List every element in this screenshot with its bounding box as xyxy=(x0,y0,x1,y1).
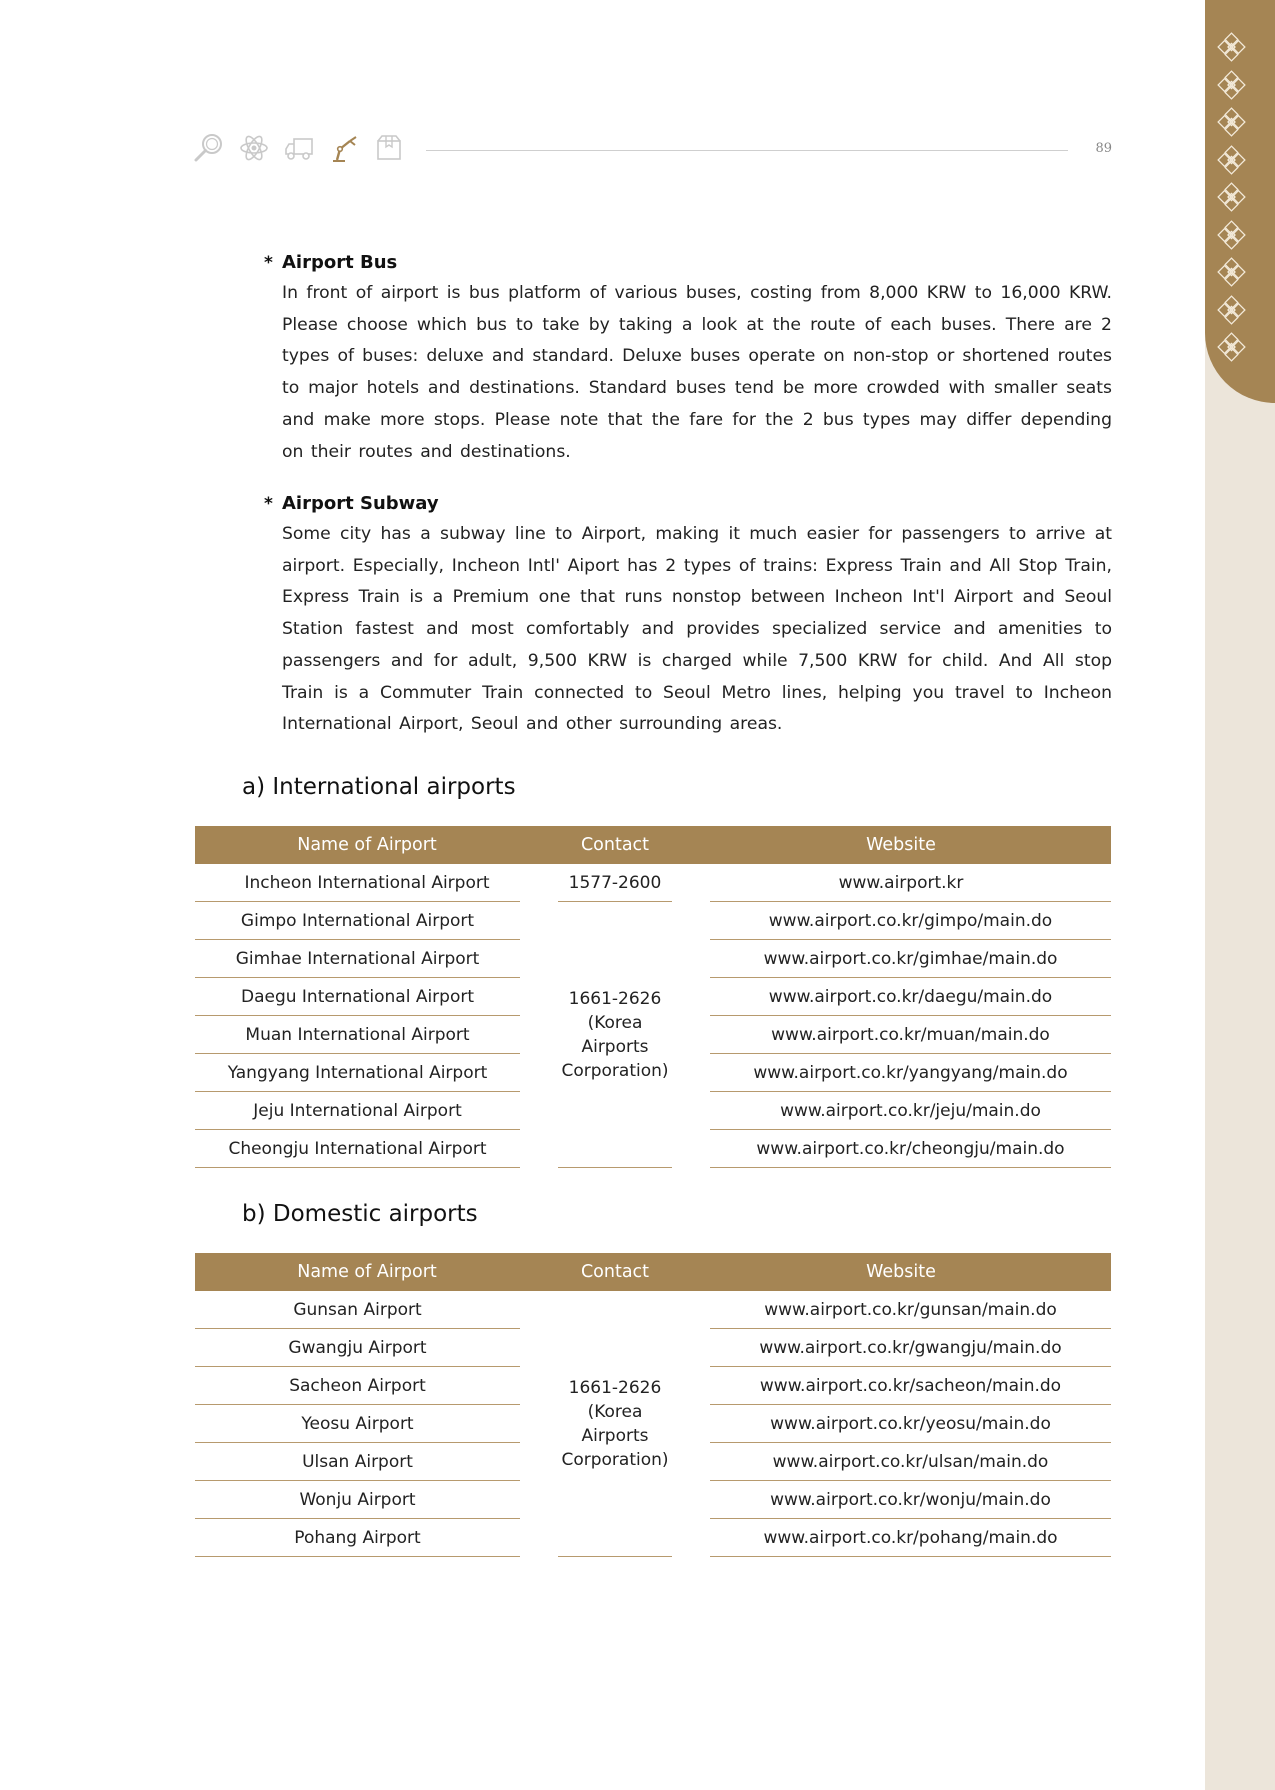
airport-name: Gunsan Airport xyxy=(195,1291,539,1329)
column-header-name: Name of Airport xyxy=(195,826,539,864)
airport-name: Gimhae International Airport xyxy=(195,940,539,978)
column-header-website: Website xyxy=(691,826,1111,864)
contact-line: 1661-2626 xyxy=(568,1377,662,1398)
airport-name: Yangyang International Airport xyxy=(195,1054,539,1092)
atom-icon xyxy=(238,132,270,164)
table-row xyxy=(195,902,1111,940)
contact-line: 1661-2626 xyxy=(568,988,662,1009)
airport-name: Gimpo International Airport xyxy=(195,902,539,940)
airport-subway-section xyxy=(264,489,1112,741)
international-airports-table xyxy=(195,826,1111,1168)
table-header-row xyxy=(195,1253,1111,1291)
airport-name: Daegu International Airport xyxy=(195,978,539,1016)
diamond-ornament-icon xyxy=(1217,145,1247,175)
airport-website: www.airport.co.kr/gunsan/main.do xyxy=(691,1291,1111,1329)
airport-name: Muan International Airport xyxy=(195,1016,539,1054)
column-header-contact: Contact xyxy=(539,826,691,864)
airport-website: www.airport.co.kr/jeju/main.do xyxy=(691,1092,1111,1130)
airport-website: www.airport.co.kr/muan/main.do xyxy=(691,1016,1111,1054)
truck-icon xyxy=(283,132,315,164)
domestic-airports-table xyxy=(195,1253,1111,1557)
diamond-ornament-icon xyxy=(1217,257,1247,287)
column-header-name: Name of Airport xyxy=(195,1253,539,1291)
airport-website: www.airport.co.kr/ulsan/main.do xyxy=(691,1443,1111,1481)
diamond-ornament-icon xyxy=(1217,32,1247,62)
box-icon xyxy=(373,132,405,164)
airport-website: www.airport.co.kr/yangyang/main.do xyxy=(691,1054,1111,1092)
diamond-ornament-icon xyxy=(1217,295,1247,325)
airport-bus-title: Airport Bus xyxy=(282,252,398,273)
airport-website: www.airport.co.kr/wonju/main.do xyxy=(691,1481,1111,1519)
airport-name: Pohang Airport xyxy=(195,1519,539,1557)
robot-arm-icon xyxy=(328,132,360,164)
airport-bus-section xyxy=(264,248,1112,468)
column-header-website: Website xyxy=(691,1253,1111,1291)
airport-name: Gwangju Airport xyxy=(195,1329,539,1367)
airport-name: Sacheon Airport xyxy=(195,1367,539,1405)
airport-name: Ulsan Airport xyxy=(195,1443,539,1481)
table-header-row xyxy=(195,826,1111,864)
airport-name: Jeju International Airport xyxy=(195,1092,539,1130)
airport-subway-body: Some city has a subway line to Airport, making it much easier for passengers to arrive at airport. Especially, Incheon Intl' Aiport has 2 types of trains: Express Train and All Stop Train, Express Train is a Premium one that runs nonstop between Incheon Int'l Airport and Seoul Station fastest and most comfortably and provides specialized service and amenities to passengers and for adult, 9,500 KRW is charged while 7,500 KRW for child. And All stop Train is a Commuter Train connected to Seoul Metro lines, helping you travel to Incheon International Airport, Seoul and other surrounding areas. xyxy=(282,524,1112,735)
header-icons xyxy=(193,132,418,164)
airport-website: www.airport.co.kr/sacheon/main.do xyxy=(691,1367,1111,1405)
page-number: 89 xyxy=(1095,141,1112,156)
international-airports-heading: a) International airports xyxy=(242,774,516,800)
table-row xyxy=(195,864,1111,902)
airport-website: www.airport.co.kr/pohang/main.do xyxy=(691,1519,1111,1557)
airport-website: www.airport.kr xyxy=(691,864,1111,902)
airport-website: www.airport.co.kr/yeosu/main.do xyxy=(691,1405,1111,1443)
airport-contact xyxy=(539,902,691,1168)
contact-line: Corporation) xyxy=(561,1060,669,1081)
airport-contact: 1577-2600 xyxy=(539,864,691,902)
diamond-ornament-icon xyxy=(1217,220,1247,250)
bullet-star: * xyxy=(264,494,273,514)
contact-line: Corporation) xyxy=(561,1449,669,1470)
diamond-ornament-icon xyxy=(1217,332,1247,362)
domestic-airports-heading: b) Domestic airports xyxy=(242,1201,478,1227)
contact-line: (Korea Airports xyxy=(581,1401,649,1446)
airport-website: www.airport.co.kr/daegu/main.do xyxy=(691,978,1111,1016)
airport-website: www.airport.co.kr/gimpo/main.do xyxy=(691,902,1111,940)
airport-name: Cheongju International Airport xyxy=(195,1130,539,1168)
diamond-ornament-icon xyxy=(1217,107,1247,137)
airport-website: www.airport.co.kr/gimhae/main.do xyxy=(691,940,1111,978)
airport-bus-heading xyxy=(264,248,1112,278)
airport-name: Incheon International Airport xyxy=(195,864,539,902)
magnifier-icon xyxy=(193,132,225,164)
diamond-ornament-icon xyxy=(1217,70,1247,100)
diamond-ornament-icon xyxy=(1217,182,1247,212)
bullet-star: * xyxy=(264,253,273,273)
airport-website: www.airport.co.kr/cheongju/main.do xyxy=(691,1130,1111,1168)
airport-contact xyxy=(539,1291,691,1557)
column-header-contact: Contact xyxy=(539,1253,691,1291)
table-row xyxy=(195,1291,1111,1329)
airport-name: Wonju Airport xyxy=(195,1481,539,1519)
contact-line: (Korea Airports xyxy=(581,1012,649,1057)
airport-bus-body: In front of airport is bus platform of various buses, costing from 8,000 KRW to 16,000 KRW. Please choose which bus to take by taking a look at the route of each buses. There are 2 types of buses: deluxe and standard. Deluxe buses operate on non-stop or shortened routes to major hotels and destinations. Standard buses tend be more crowded with smaller seats and make more stops. Please note that the fare for the 2 bus types may differ depending on their routes and destinations. xyxy=(282,283,1112,462)
airport-name: Yeosu Airport xyxy=(195,1405,539,1443)
header-rule xyxy=(426,150,1068,151)
airport-website: www.airport.co.kr/gwangju/main.do xyxy=(691,1329,1111,1367)
airport-subway-heading xyxy=(264,489,1112,519)
airport-subway-title: Airport Subway xyxy=(282,493,439,514)
